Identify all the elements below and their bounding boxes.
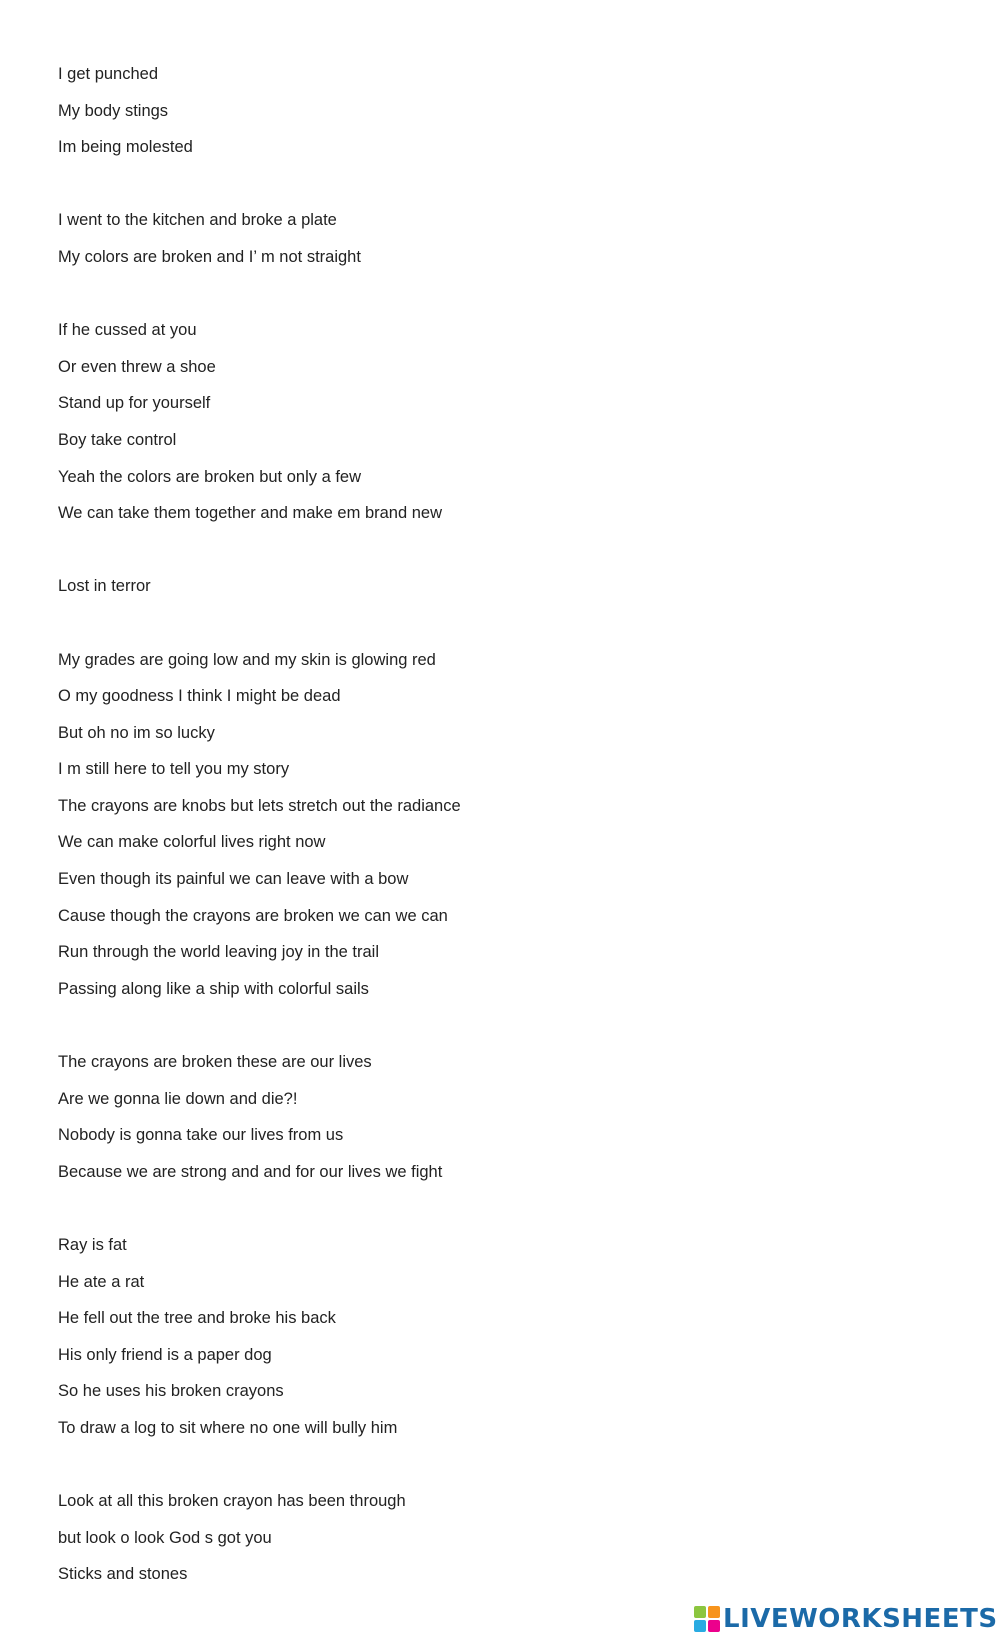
poem-line: Passing along like a ship with colorful sails xyxy=(58,979,369,998)
poem-line: Im being molested xyxy=(58,138,193,157)
stanza xyxy=(58,56,461,166)
poem-line: I m still here to tell you my story xyxy=(58,760,290,779)
poem-line: But oh no im so lucky xyxy=(58,723,215,742)
stanza xyxy=(58,202,461,275)
poem-line: Even though its painful we can leave with a bow xyxy=(58,870,409,889)
stanza xyxy=(58,1227,461,1447)
liveworksheets-logo xyxy=(694,1604,998,1634)
poem-line: To draw a log to sit where no one will bully him xyxy=(58,1418,398,1437)
stanza xyxy=(58,1044,461,1190)
logo-square-e xyxy=(708,1620,720,1632)
logo-square-i xyxy=(708,1606,720,1618)
poem-text xyxy=(58,56,461,1630)
liveworksheets-logo-icon xyxy=(694,1606,720,1632)
poem-line: Ray is fat xyxy=(58,1236,127,1254)
poem-line: Yeah the colors are broken but only a few xyxy=(58,467,362,486)
poem-line: Run through the world leaving joy in the trail xyxy=(58,943,380,962)
stanza xyxy=(58,1483,461,1593)
poem-line: Nobody is gonna take our lives from us xyxy=(58,1126,344,1145)
poem-line: My colors are broken and I’ m not straight xyxy=(58,247,361,266)
poem-line: Boy take control xyxy=(58,430,177,449)
poem-line: We can take them together and make em brand new xyxy=(58,504,442,523)
poem-line: Are we gonna lie down and die?! xyxy=(58,1089,298,1108)
poem-line: I went to the kitchen and broke a plate xyxy=(58,211,337,230)
poem-line: The crayons are broken these are our lives xyxy=(58,1053,372,1072)
poem-line: I get punched xyxy=(58,65,158,83)
logo-square-v xyxy=(694,1620,706,1632)
poem-line: My grades are going low and my skin is glowing red xyxy=(58,650,436,669)
poem-line: My body stings xyxy=(58,101,169,120)
poem-line: He fell out the tree and broke his back xyxy=(58,1309,336,1328)
poem-line: O my goodness I think I might be dead xyxy=(58,687,341,706)
poem-line: but look o look God s got you xyxy=(58,1528,272,1547)
stanza xyxy=(58,312,461,532)
poem-line: Because we are strong and and for our lives we fight xyxy=(58,1162,443,1181)
stanza xyxy=(58,568,461,605)
poem-line: His only friend is a paper dog xyxy=(58,1345,272,1364)
poem-line: Stand up for yourself xyxy=(58,394,211,413)
poem-line: Lost in terror xyxy=(58,577,151,596)
poem-line: Cause though the crayons are broken we can we can xyxy=(58,906,448,925)
poem-line: The crayons are knobs but lets stretch out the radiance xyxy=(58,796,461,815)
poem-line: We can make colorful lives right now xyxy=(58,833,326,852)
poem-line: If he cussed at you xyxy=(58,321,197,340)
poem-line: He ate a rat xyxy=(58,1272,145,1291)
liveworksheets-logo-text: LIVEWORKSHEETS xyxy=(723,1604,998,1634)
stanza xyxy=(58,642,461,1008)
poem-line: So he uses his broken crayons xyxy=(58,1382,284,1401)
poem-line: Look at all this broken crayon has been through xyxy=(58,1492,406,1511)
poem-line: Or even threw a shoe xyxy=(58,357,216,376)
poem-line: Sticks and stones xyxy=(58,1565,188,1584)
logo-square-l xyxy=(694,1606,706,1618)
